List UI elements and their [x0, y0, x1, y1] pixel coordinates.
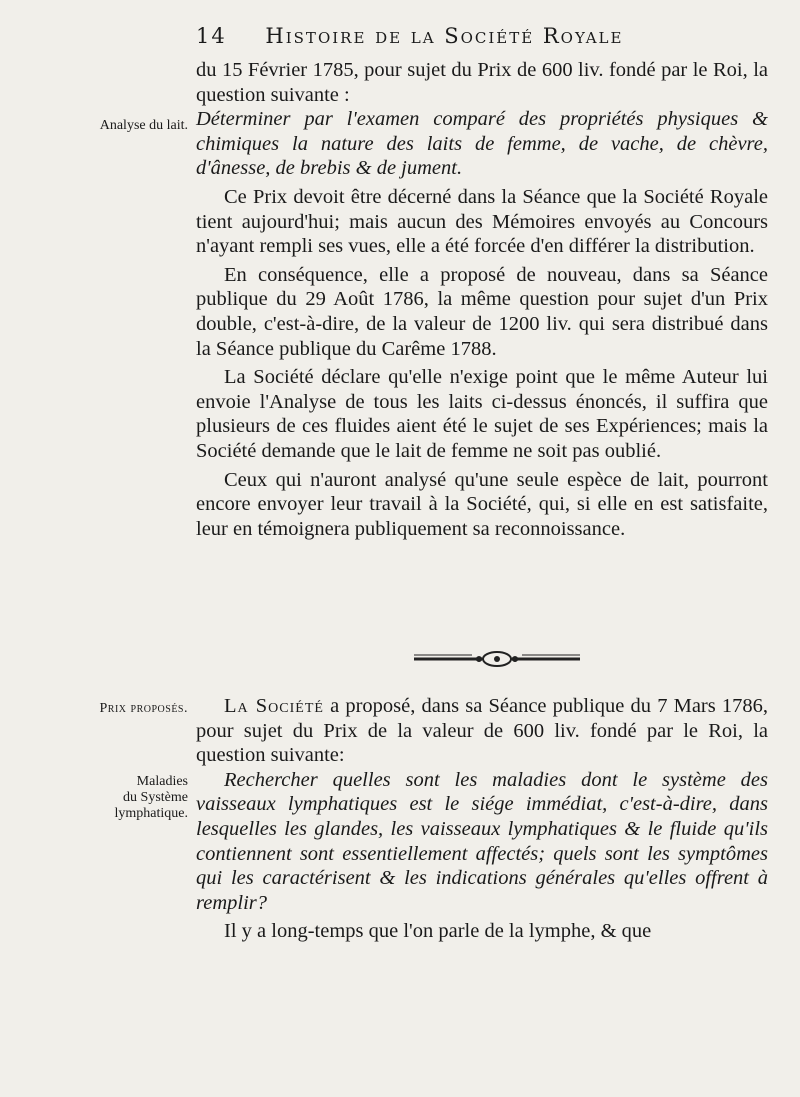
margin-note-line: Maladies [136, 774, 188, 789]
section-analyse-du-lait [196, 58, 768, 541]
running-header [196, 24, 786, 48]
running-title: Histoire de la Société Royale [265, 24, 624, 48]
prize-question-lait: Déterminer par l'examen comparé des propriétés physiques & chimiques la nature des laits de femme, de vache, de chèvre, d'ânesse, de brebis & de jument. [196, 108, 768, 180]
paragraph-text: a proposé, dans sa Séance publique du 7 Mars 1786, pour sujet du Prix de la valeur de 600 liv. fondé par le Roi, la question suivante: [196, 695, 768, 767]
margin-note-line: du Système [123, 790, 188, 805]
paragraph: Ce Prix devoit être décerné dans la Séance que la Société Royale tient aujourd'hui; mais aucun des Mémoires envoyés au Concours n'ayant rempli ses vues, elle a été forcée d'en différer la distribution. [196, 185, 768, 258]
page-number: 14 [196, 24, 227, 48]
margin-note-analyse: Analyse du lait. [99, 118, 188, 133]
margin-note-maladies [40, 774, 188, 822]
paragraph [196, 694, 768, 768]
ornament-divider [412, 650, 582, 668]
paragraph: Il y a long-temps que l'on parle de la lymphe, & que [224, 920, 652, 943]
paragraph: La Société déclare qu'elle n'exige point que le même Auteur lui envoie l'Analyse de tous les laits ci-dessus énoncés, il suffira que plusieurs de ces fluides aient été le sujet de ses Expériences; mais la Société demande que le lait de femme ne soit pas oublié. [196, 366, 768, 462]
prize-question-lymphatique: Rechercher quelles sont les maladies dont le système des vaisseaux lymphatiques est le siége immédiat, c'est-à-dire, dans lesquelles les glandes, les vaisseaux lymphatiques & le fluide qu'ils contiennent sont essentiellement affectés; quels sont les symptômes qui les caractérisent & les indications générales qu'elles offrent à remplir? [196, 768, 768, 914]
section-prix-proposes [196, 694, 768, 944]
margin-note-prix: Prix proposés. [99, 701, 188, 716]
paragraph: En conséquence, elle a proposé de nouveau, dans sa Séance publique du 29 Août 1786, la même question pour sujet d'un Prix double, c'est-à-dire, de la valeur de 1200 liv. qui sera distribué dans la Séance publique du Carême 1788. [196, 263, 768, 360]
paragraph: Ceux qui n'auront analysé qu'une seule espèce de lait, pourront encore envoyer leur travail à la Société, qui, si elle en est satisfaite, leur en témoignera publiquement sa reconnoissance. [196, 468, 768, 540]
margin-note-line: lymphatique. [114, 806, 188, 821]
paragraph: du 15 Février 1785, pour sujet du Prix de 600 liv. fondé par le Roi, la question suivante : [196, 59, 768, 106]
lead-words: La Société [224, 695, 324, 717]
